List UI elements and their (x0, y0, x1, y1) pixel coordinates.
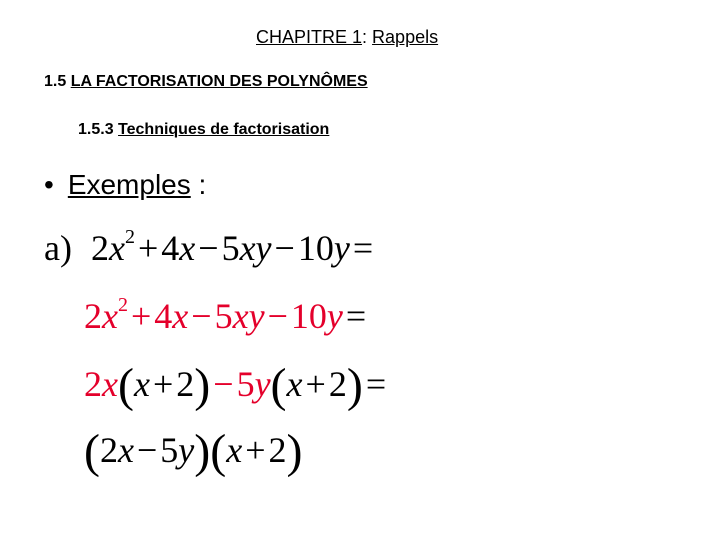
equation-step-1: $2x^2+4x-5xy-10y=$ (84, 294, 367, 336)
section-heading (44, 73, 368, 91)
page-title (256, 27, 438, 48)
examples-label: Exemples (67, 169, 191, 200)
subsection-heading (78, 121, 329, 139)
examples-colon: : (190, 169, 207, 200)
chapter-label: CHAPITRE 1 (256, 27, 363, 47)
examples-bullet-item (44, 169, 206, 201)
chapter-topic: Rappels (372, 27, 439, 47)
chapter-separator: : (362, 27, 373, 47)
bullet-icon: • (44, 169, 54, 200)
equation-result: (2x−5y)(x+2) (84, 425, 303, 478)
subsection-title: Techniques de factorisation (118, 121, 330, 138)
section-title: LA FACTORISATION DES POLYNÔMES (70, 73, 368, 90)
subsection-number: 1.5.3 (78, 121, 119, 138)
equation-a: a) $2x^2+4x-5xy-10y=$ (44, 226, 374, 268)
equation-step-2: 2x(x+2)−5y(x+2)= (84, 359, 387, 412)
equation-a-label: a) (44, 228, 72, 268)
section-number: 1.5 (44, 73, 71, 90)
